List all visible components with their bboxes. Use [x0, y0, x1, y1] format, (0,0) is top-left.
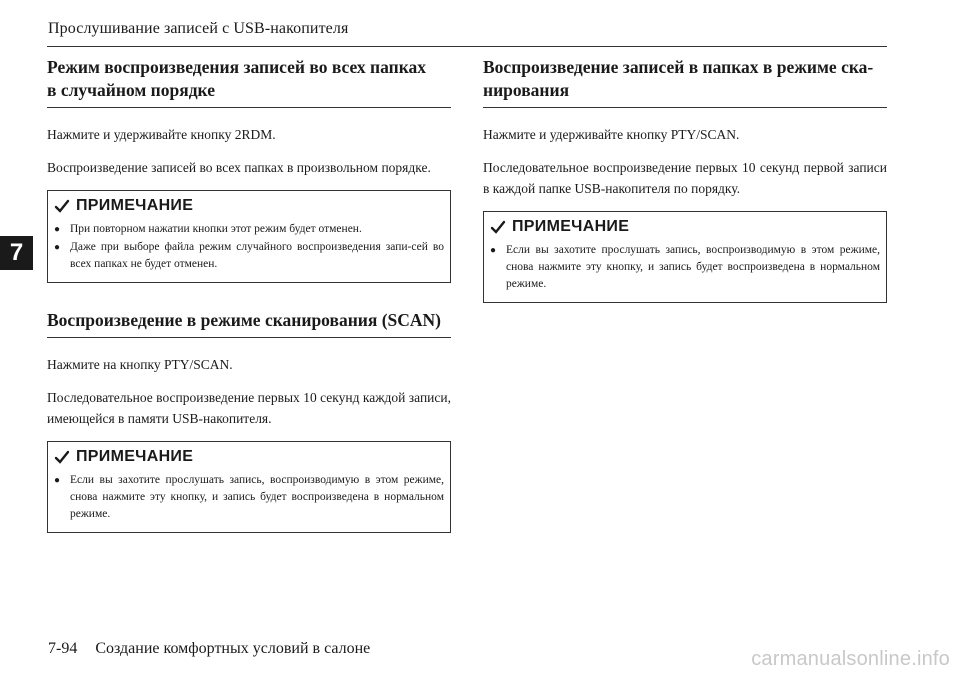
- bullet-dot-icon: ●: [54, 224, 61, 235]
- section-title-random-all-folders: [47, 56, 451, 108]
- paragraph: Нажмите на кнопку PTY/SCAN.: [47, 357, 233, 372]
- bullet-dot-icon: ●: [490, 245, 497, 256]
- right-column: [483, 56, 887, 303]
- note-list: [54, 221, 444, 273]
- paragraph: Последовательное воспроизведение первых 10 секунд каждой записи, имеющейся в памяти USB-накопителя.: [47, 390, 451, 426]
- note-item-text: Даже при выборе файла режим случайного воспроизведения запи-сей во всех папках не будет отменен.: [70, 241, 444, 270]
- note-heading: [54, 197, 444, 215]
- left-column: [47, 56, 451, 533]
- watermark: carmanualsonline.info: [751, 648, 950, 670]
- note-heading: [54, 448, 444, 466]
- section-title-scan-folders: [483, 56, 887, 108]
- page-header-title: Прослушивание записей с USB-накопителя: [48, 20, 349, 37]
- chapter-tab: 7: [0, 236, 33, 270]
- note-item: [490, 242, 880, 293]
- note-item-text: Если вы захотите прослушать запись, воспроизводимую в этом режиме, снова нажмите эту кнопку, и запись будет воспроизведена в нормальном режиме.: [506, 244, 880, 290]
- paragraph: Последовательное воспроизведение первых 10 секунд первой записи в каждой папке USB-накопителя по порядку.: [483, 160, 887, 196]
- page-number: 7-94: [48, 640, 78, 657]
- bullet-dot-icon: ●: [54, 242, 61, 253]
- note-item-text: При повторном нажатии кнопки этот режим будет отменен.: [70, 223, 362, 235]
- note-list: [54, 472, 444, 523]
- section-title-line: Воспроизведение записей в папках в режиме ска-: [483, 57, 874, 77]
- section-title-line: нирования: [483, 80, 570, 100]
- note-item: [54, 472, 444, 523]
- note-item: [54, 221, 444, 238]
- header-rule: [47, 46, 887, 47]
- page-footer: [48, 640, 370, 658]
- section-title-line: в случайном порядке: [47, 80, 215, 100]
- bullet-dot-icon: ●: [54, 475, 61, 486]
- note-list: [490, 242, 880, 293]
- paragraph: Нажмите и удерживайте кнопку PTY/SCAN.: [483, 127, 740, 142]
- note-box: [47, 190, 451, 283]
- pencil-check-icon: [54, 198, 70, 214]
- pencil-check-icon: [54, 449, 70, 465]
- section-title-line: Режим воспроизведения записей во всех папках: [47, 57, 427, 77]
- footer-chapter-title: Создание комфортных условий в салоне: [95, 640, 371, 657]
- section-title-scan: Воспроизведение в режиме сканирования (SCAN): [47, 309, 451, 338]
- paragraph: Воспроизведение записей во всех папках в произвольном порядке.: [47, 160, 431, 175]
- paragraph: Нажмите и удерживайте кнопку 2RDM.: [47, 127, 276, 142]
- note-heading-label: ПРИМЕЧАНИЕ: [512, 218, 630, 235]
- note-item: [54, 239, 444, 273]
- note-heading-label: ПРИМЕЧАНИЕ: [76, 448, 194, 465]
- pencil-check-icon: [490, 219, 506, 235]
- note-item-text: Если вы захотите прослушать запись, воспроизводимую в этом режиме, снова нажмите эту кнопку, и запись будет воспроизведена в нормальном режиме.: [70, 474, 444, 520]
- note-heading: [490, 218, 880, 236]
- note-box: [47, 441, 451, 533]
- note-heading-label: ПРИМЕЧАНИЕ: [76, 197, 194, 214]
- note-box: [483, 211, 887, 303]
